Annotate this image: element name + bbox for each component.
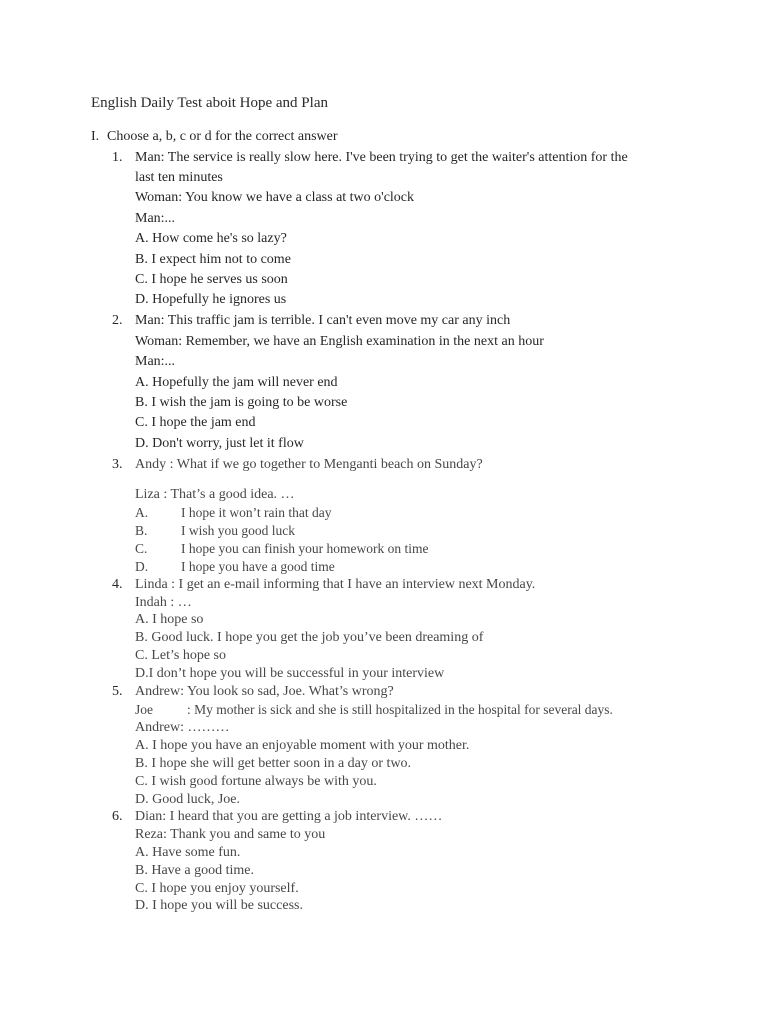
answer-option-d: D. Good luck, Joe. [135,792,240,807]
section-instruction: Choose a, b, c or d for the correct answer [107,129,338,144]
answer-option-c: C. I hope the jam end [135,415,256,430]
question-number: 4. [112,577,123,592]
question-number: 6. [112,809,123,824]
dialogue-line: Reza: Thank you and same to you [135,827,326,842]
answer-option-c: C. I hope you enjoy yourself. [135,881,299,896]
dialogue-line: Woman: Remember, we have an English examination in the next an hour [135,334,544,349]
dialogue-line: Indah : … [135,595,192,610]
question-number: 3. [112,457,123,472]
answer-option-c: C. I wish good fortune always be with you. [135,774,377,789]
dialogue-line: Man: The service is really slow here. I've been trying to get the waiter's attention for the [135,150,628,165]
dialogue-line: Liza : That’s a good idea. … [135,487,295,502]
answer-option-d: D. Don't worry, just let it flow [135,436,304,451]
answer-option-a: I hope it won’t rain that day [181,505,332,520]
answer-option-b: B. I hope she will get better soon in a day or two. [135,756,412,771]
dialogue-line: Andrew: You look so sad, Joe. What’s wrong? [135,684,394,699]
answer-option-b: B. Have a good time. [135,863,254,878]
dialogue-line: last ten minutes [135,170,223,185]
answer-option-a: A. Have some fun. [135,845,241,860]
answer-option-b: B. Good luck. I hope you get the job you’ve been dreaming of [135,630,484,645]
question-number: 2. [112,313,123,328]
option-letter: B. [135,523,148,538]
answer-option-a: A. Hopefully the jam will never end [135,375,338,390]
answer-option-d: D. Hopefully he ignores us [135,292,287,307]
dialogue-line: Man:... [135,211,176,226]
dialogue-line: Man: This traffic jam is terrible. I can't even move my car any inch [135,313,511,328]
dialogue-line: Andrew: ……… [135,720,230,735]
dialogue-line: Man:... [135,354,176,369]
question-number: 5. [112,684,123,699]
option-letter: D. [135,559,149,574]
answer-option-c: C. Let’s hope so [135,648,226,663]
option-letter: A. [135,505,149,520]
answer-option-a: A. I hope so [135,612,204,627]
answer-option-c: I hope you can finish your homework on time [181,541,429,556]
speaker-label: Joe [135,702,153,717]
answer-option-b: I wish you good luck [181,523,295,538]
dialogue-line: Woman: You know we have a class at two o'clock [135,190,415,205]
answer-option-d: D.I don’t hope you will be successful in your interview [135,666,445,681]
option-letter: C. [135,541,148,556]
answer-option-a: A. How come he's so lazy? [135,231,287,246]
dialogue-line: Dian: I heard that you are getting a job interview. …… [135,809,443,824]
answer-option-a: A. I hope you have an enjoyable moment with your mother. [135,738,470,753]
dialogue-line: Andy : What if we go together to Menganti beach on Sunday? [135,457,483,472]
document-title: English Daily Test aboit Hope and Plan [91,95,328,111]
section-number: I. [91,129,100,144]
answer-option-d: I hope you have a good time [181,559,335,574]
dialogue-line: : My mother is sick and she is still hospitalized in the hospital for several days. [187,702,613,717]
answer-option-b: B. I expect him not to come [135,252,291,267]
dialogue-line: Linda : I get an e-mail informing that I have an interview next Monday. [135,577,536,592]
answer-option-d: D. I hope you will be success. [135,898,303,913]
answer-option-b: B. I wish the jam is going to be worse [135,395,348,410]
answer-option-c: C. I hope he serves us soon [135,272,288,287]
question-number: 1. [112,150,123,165]
